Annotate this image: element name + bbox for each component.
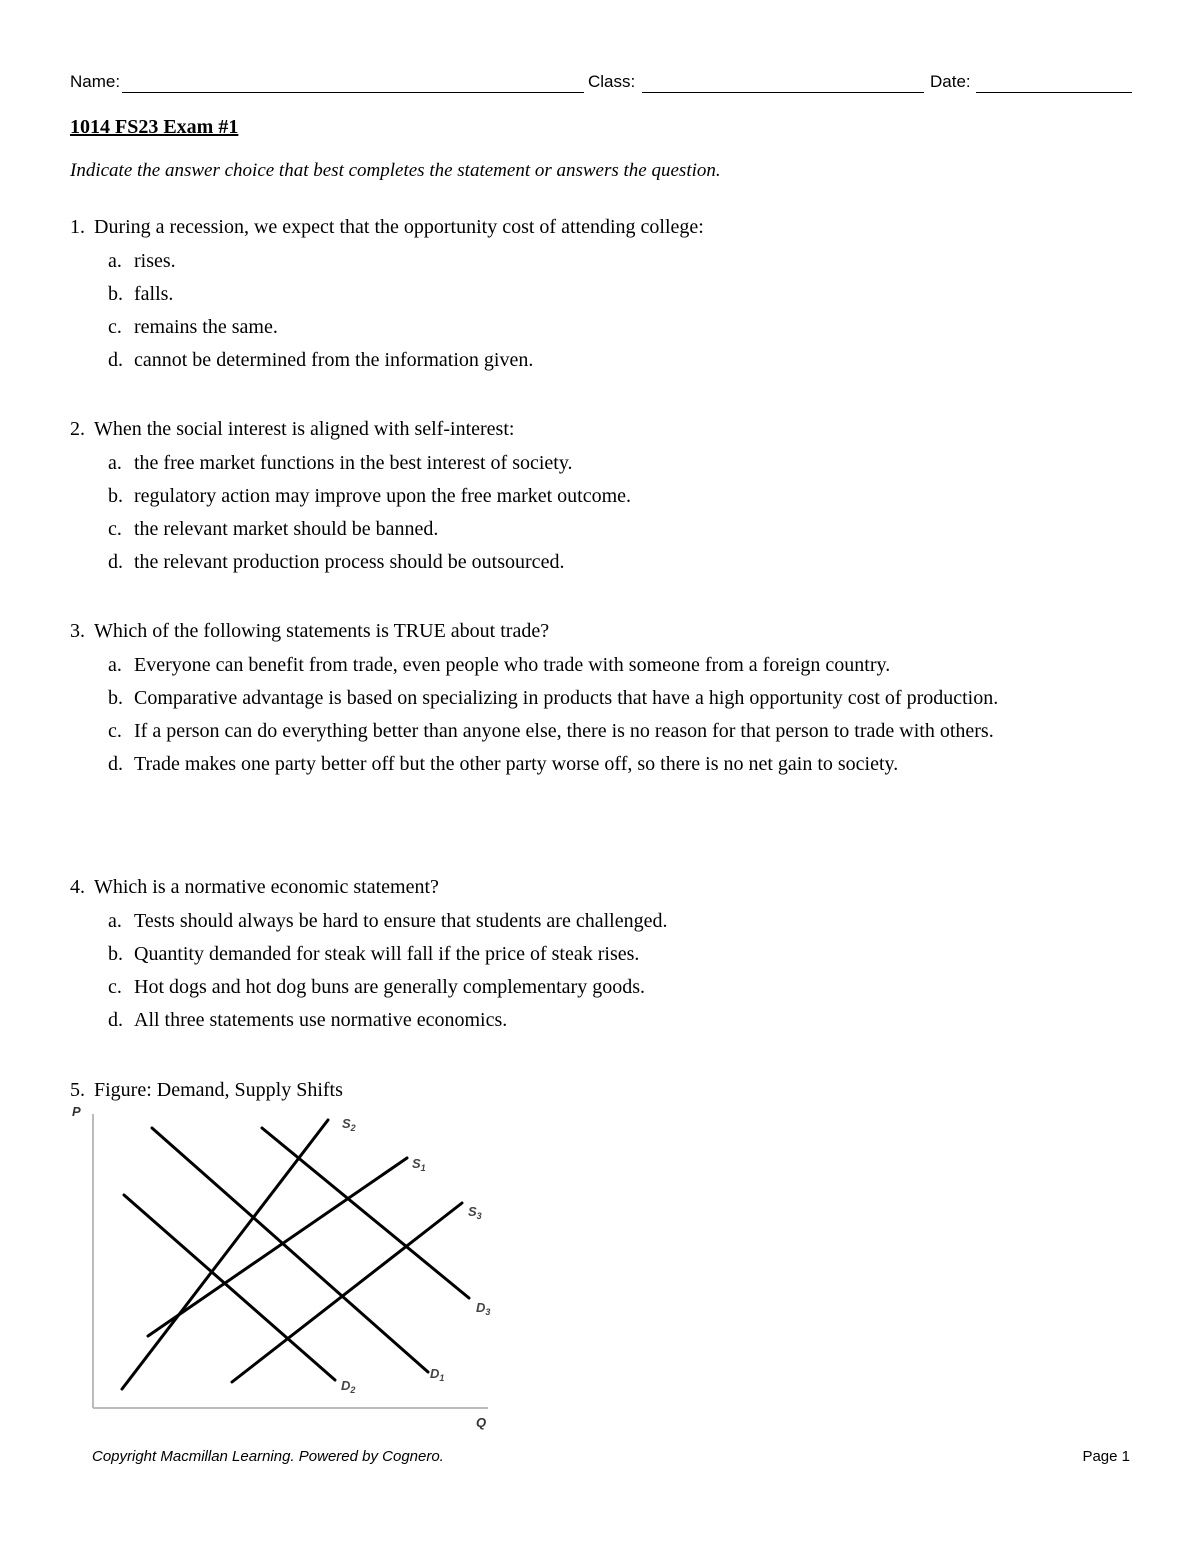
question-number: 4. bbox=[70, 876, 85, 898]
question-stem: When the social interest is aligned with self-interest: bbox=[94, 418, 515, 440]
class-label: Class: bbox=[588, 72, 636, 91]
instructions: Indicate the answer choice that best completes the statement or answers the question. bbox=[70, 160, 721, 181]
option-2a[interactable]: a. the free market functions in the best interest of society. bbox=[108, 452, 573, 474]
question-4 bbox=[70, 872, 1130, 1034]
question-1 bbox=[70, 212, 1130, 374]
question-2 bbox=[70, 414, 1130, 576]
demand-curve-d3 bbox=[262, 1128, 469, 1298]
option-2b[interactable]: b. regulatory action may improve upon the free market outcome. bbox=[108, 485, 632, 507]
footer-copyright: Copyright Macmillan Learning. Powered by Cognero. bbox=[92, 1448, 444, 1465]
option-4d[interactable]: d. All three statements use normative economics. bbox=[108, 1009, 508, 1031]
option-3b[interactable]: b. Comparative advantage is based on specializing in products that have a high opportunity cost of production. bbox=[108, 687, 999, 709]
question-stem: Which is a normative economic statement? bbox=[94, 876, 439, 898]
name-label: Name: bbox=[70, 72, 121, 91]
option-1b[interactable]: b. falls. bbox=[108, 283, 174, 305]
date-label: Date: bbox=[930, 72, 971, 91]
option-1d[interactable]: d. cannot be determined from the information given. bbox=[108, 349, 534, 371]
header-row bbox=[70, 72, 1132, 96]
label-d3: $D_3$ bbox=[476, 1300, 491, 1317]
option-2d[interactable]: d. the relevant production process should be outsourced. bbox=[108, 551, 565, 573]
label-d1: $D_1$ bbox=[430, 1366, 445, 1383]
question-number: 1. bbox=[70, 216, 85, 238]
figure-svg bbox=[60, 1100, 510, 1440]
label-s1: $S_1$ bbox=[412, 1156, 426, 1173]
date-field[interactable] bbox=[976, 92, 1132, 93]
exam-title: 1014 FS23 Exam #1 bbox=[70, 116, 239, 138]
option-3c[interactable]: c. If a person can do everything better than anyone else, there is no reason for that person to trade with others. bbox=[108, 720, 994, 742]
question-stem: During a recession, we expect that the opportunity cost of attending college: bbox=[94, 216, 704, 238]
question-stem: Figure: Demand, Supply Shifts bbox=[94, 1079, 343, 1101]
question-stem: Which of the following statements is TRUE about trade? bbox=[94, 620, 550, 642]
option-1a[interactable]: a. rises. bbox=[108, 250, 176, 272]
option-2c[interactable]: c. the relevant market should be banned. bbox=[108, 518, 439, 540]
question-3 bbox=[70, 616, 1130, 778]
option-4a[interactable]: a. Tests should always be hard to ensure that students are challenged. bbox=[108, 910, 668, 932]
demand-curve-d2 bbox=[124, 1195, 335, 1380]
option-3d[interactable]: d. Trade makes one party better off but the other party worse off, so there is no net gain to society. bbox=[108, 753, 899, 775]
label-d2: $D_2$ bbox=[341, 1378, 356, 1395]
name-field[interactable] bbox=[122, 92, 584, 93]
question-number: 2. bbox=[70, 418, 85, 440]
supply-demand-figure bbox=[60, 1100, 510, 1440]
label-s3: $S_3$ bbox=[468, 1204, 482, 1221]
page-number: Page 1 bbox=[1082, 1448, 1130, 1465]
option-4c[interactable]: c. Hot dogs and hot dog buns are generally complementary goods. bbox=[108, 976, 645, 998]
class-field[interactable] bbox=[642, 92, 924, 93]
question-number: 5. bbox=[70, 1079, 85, 1101]
option-4b[interactable]: b. Quantity demanded for steak will fall if the price of steak rises. bbox=[108, 943, 640, 965]
y-axis-label: P bbox=[72, 1104, 81, 1119]
label-s2: $S_2$ bbox=[342, 1116, 356, 1133]
x-axis-label: Q bbox=[476, 1415, 487, 1430]
option-1c[interactable]: c. remains the same. bbox=[108, 316, 278, 338]
option-3a[interactable]: a. Everyone can benefit from trade, even people who trade with someone from a foreign country. bbox=[108, 654, 891, 676]
question-number: 3. bbox=[70, 620, 85, 642]
